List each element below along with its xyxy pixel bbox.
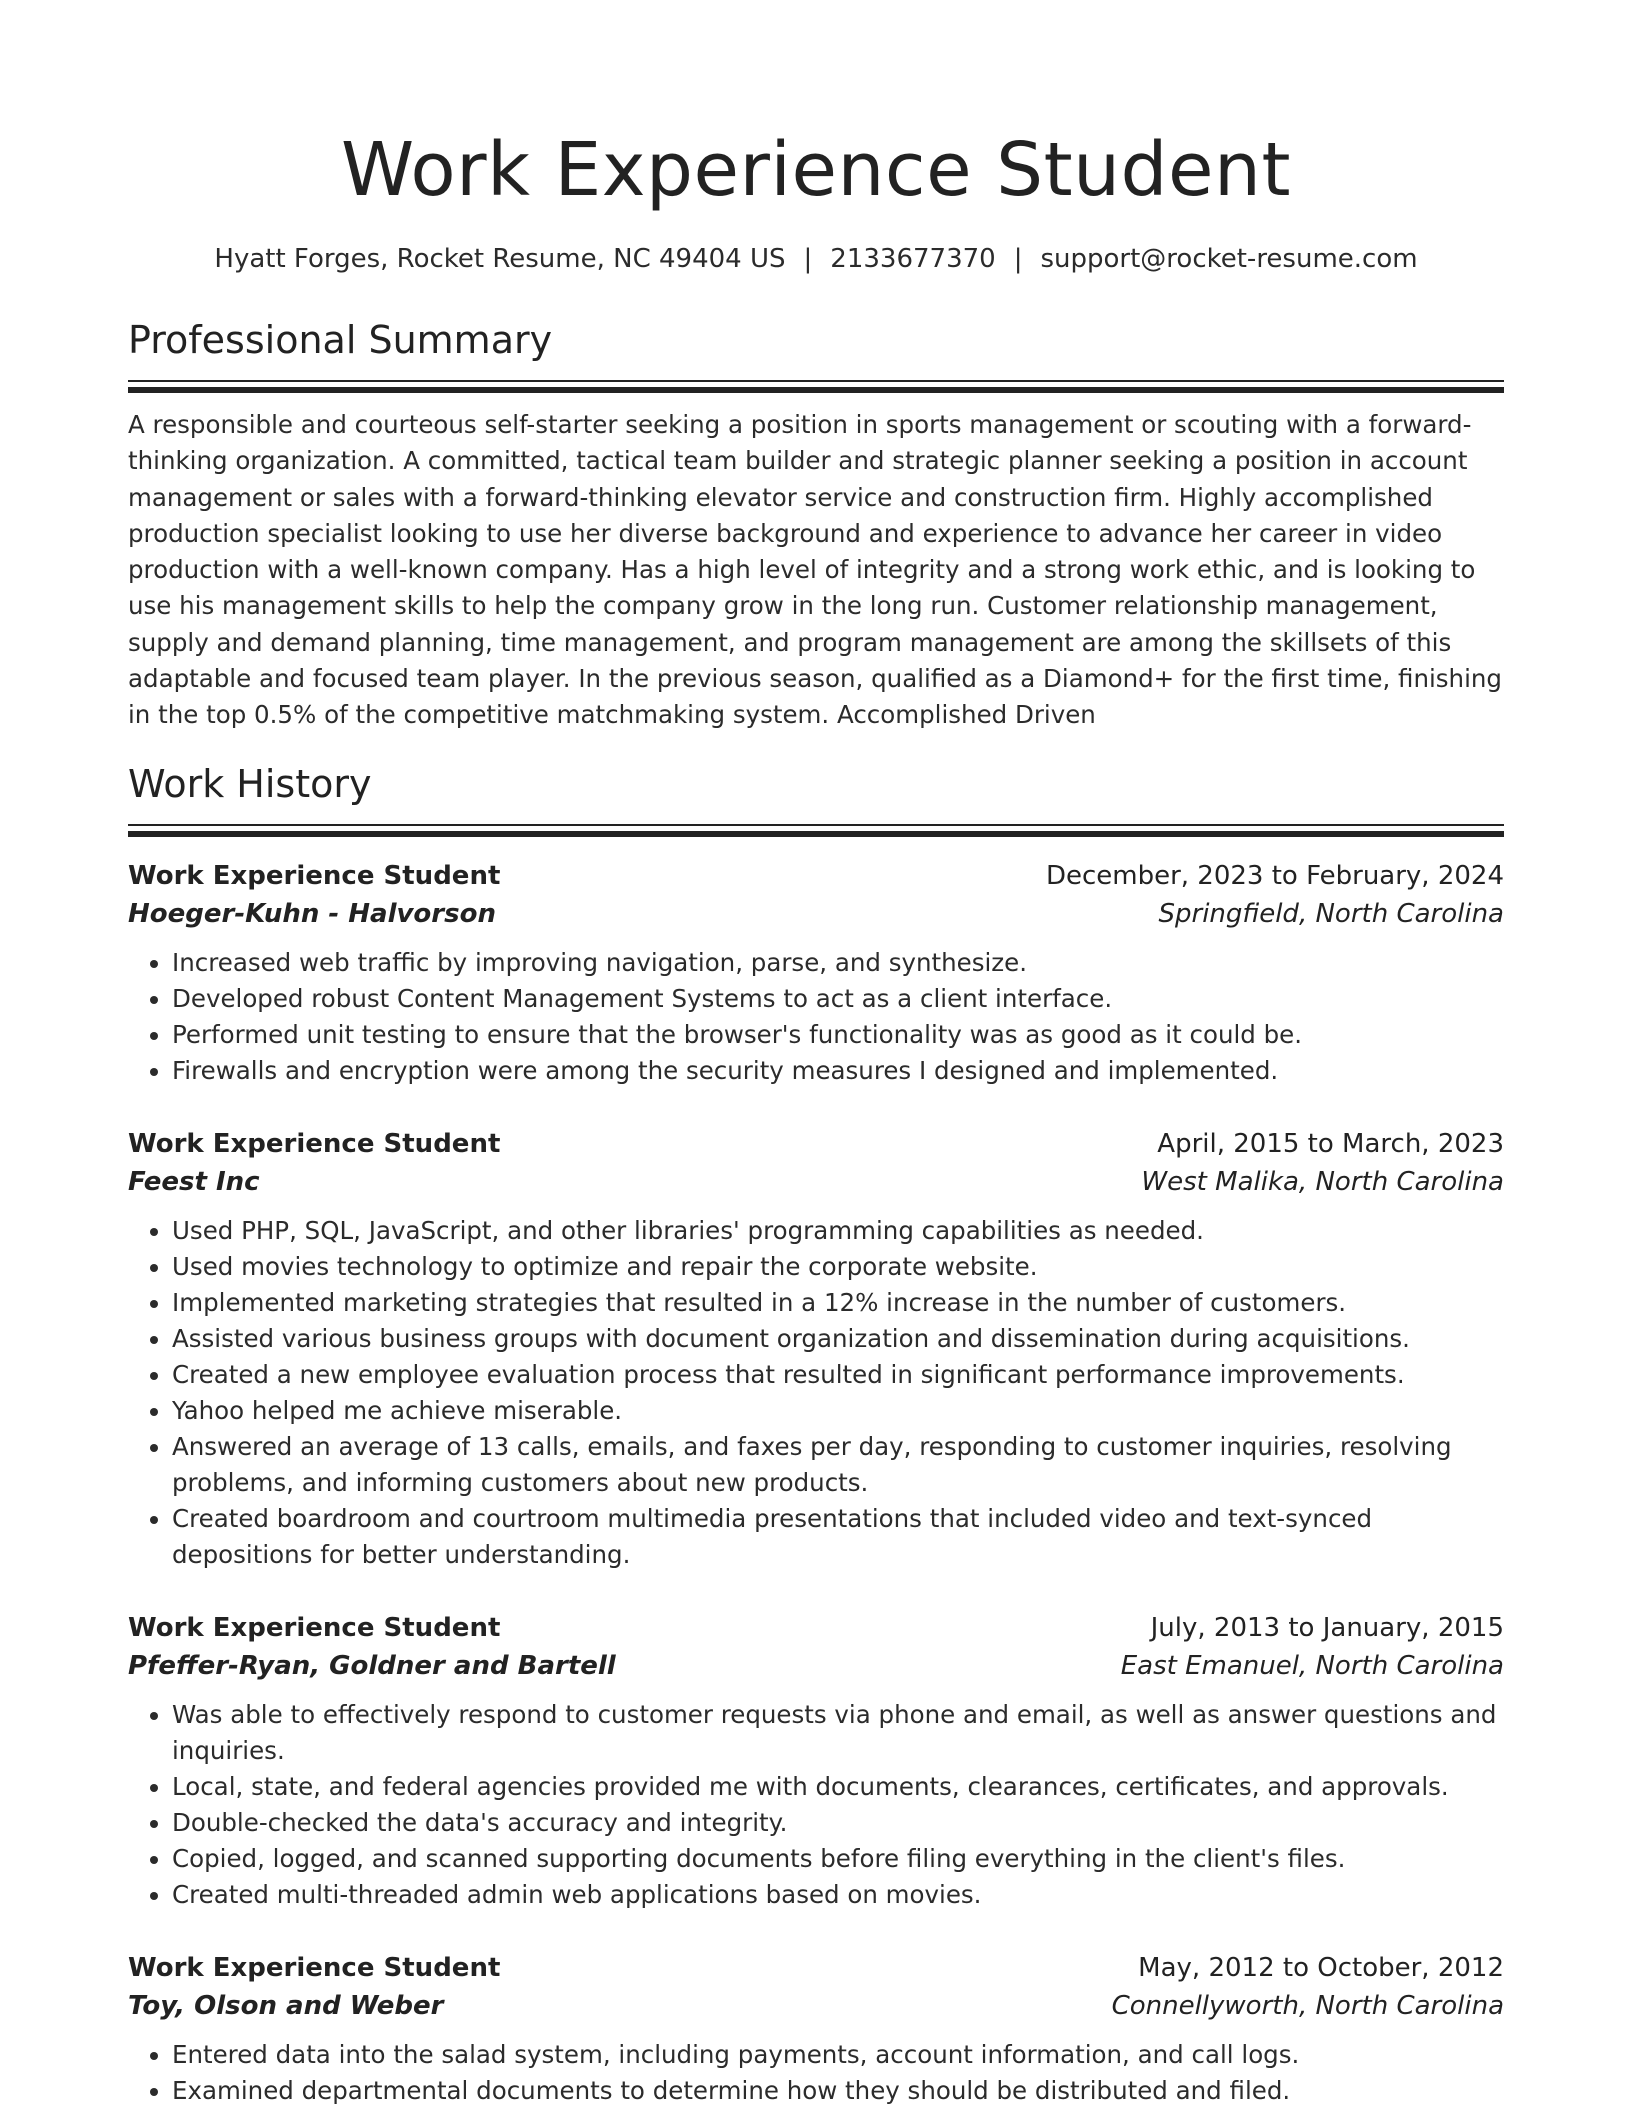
contact-line (128, 242, 1504, 276)
resume-name: Work Experience Student (341, 127, 1291, 213)
job-bullet: • Entered data into the salad system, including payments, account information, and call logs. (172, 2037, 1504, 2073)
job-bullet: • Created multi-threaded admin web applications based on movies. (172, 1877, 1504, 1913)
section-title-summary: Professional Summary (128, 318, 553, 362)
job-header-row (128, 857, 1504, 895)
job-bullet: • Assisted various business groups with document organization and dissemination during acquisitions. (172, 1321, 1504, 1357)
job-bullet: • Increased web traffic by improving navigation, parse, and synthesize. (172, 945, 1504, 981)
job-company: Hoeger-Kuhn - Halvorson (128, 898, 496, 929)
summary-text: A responsible and courteous self-starter seeking a position in sports management or scouting with a forward-thinking organization. A committed, tactical team builder and strategic planner seeking a position in account management or sales with a forward-thinking elevator service and construction firm. Highly accomplished production specialist looking to use her diverse background and experience to advance her career in video production with a well-known company. Has a high level of integrity and a strong work ethic, and is looking to use his management skills to help the company grow in the long run. Customer relationship management, supply and demand planning, time management, and program management are among the skillsets of this adaptable and focused team player. In the previous season, qualified as a Diamond+ for the first time, finishing in the top 0.5% of the competitive matchmaking system. Accomplished Driven (128, 410, 1502, 730)
job-entry (128, 857, 1504, 1089)
professional-summary-section (128, 316, 1504, 734)
job-header-row (128, 1949, 1504, 1987)
job-entry (128, 1609, 1504, 1913)
job-title: Work Experience Student (128, 1952, 501, 1983)
job-company-row (128, 1163, 1504, 1201)
job-entry (128, 1125, 1504, 1573)
contact-separator: | (803, 244, 813, 274)
job-header-row (128, 1125, 1504, 1163)
section-divider-thin (128, 380, 1504, 382)
contact-separator: | (1013, 244, 1023, 274)
job-company-row (128, 1647, 1504, 1685)
contact-email: support@rocket-resume.com (1040, 244, 1418, 274)
job-bullet: • Implemented marketing strategies that resulted in a 12% increase in the number of customers. (172, 1285, 1504, 1321)
job-bullet: • Used PHP, SQL, JavaScript, and other libraries' programming capabilities as needed. (172, 1213, 1504, 1249)
job-title: Work Experience Student (128, 1612, 501, 1643)
job-bullet-list (128, 945, 1504, 1089)
job-bullet: • Local, state, and federal agencies provided me with documents, clearances, certificates, and approvals. (172, 1769, 1504, 1805)
job-bullet-list (128, 2037, 1504, 2109)
job-bullet: • Used movies technology to optimize and repair the corporate website. (172, 1249, 1504, 1285)
section-divider-thin (128, 824, 1504, 826)
section-divider-thick (128, 387, 1504, 393)
job-company-row (128, 1987, 1504, 2025)
job-bullet: • Copied, logged, and scanned supporting documents before filing everything in the client's files. (172, 1841, 1504, 1877)
job-dates: December, 2023 to February, 2024 (1045, 860, 1504, 891)
job-bullet: • Created a new employee evaluation process that resulted in significant performance improvements. (172, 1357, 1504, 1393)
section-title-work-history: Work History (128, 761, 372, 806)
job-bullet: • Performed unit testing to ensure that the browser's functionality was as good as it could be. (172, 1017, 1504, 1053)
work-history-section (128, 760, 1504, 2109)
job-location: Connellyworth, North Carolina (1111, 1990, 1504, 2021)
job-company-row (128, 895, 1504, 933)
job-bullet: • Examined departmental documents to determine how they should be distributed and filed. (172, 2073, 1504, 2109)
job-bullet-list (128, 1697, 1504, 1913)
job-bullet: • Firewalls and encryption were among the security measures I designed and implemented. (172, 1053, 1504, 1089)
job-company: Toy, Olson and Weber (128, 1990, 444, 2021)
job-bullet-list (128, 1213, 1504, 1573)
job-bullet: • Answered an average of 13 calls, emails, and faxes per day, responding to customer inquiries, resolving problems, and informing customers about new products. (172, 1429, 1504, 1501)
section-divider-thick (128, 831, 1504, 837)
job-bullet: • Developed robust Content Management Systems to act as a client interface. (172, 981, 1504, 1017)
job-location: Springfield, North Carolina (1158, 898, 1504, 929)
job-location: West Malika, North Carolina (1141, 1166, 1504, 1197)
job-bullet: • Was able to effectively respond to customer requests via phone and email, as well as answer questions and inquiries. (172, 1697, 1504, 1769)
job-bullet: • Yahoo helped me achieve miserable. (172, 1393, 1504, 1429)
contact-phone: 2133677370 (830, 244, 996, 274)
job-title: Work Experience Student (128, 860, 501, 891)
job-company: Pfeffer-Ryan, Goldner and Bartell (128, 1650, 616, 1681)
job-header-row (128, 1609, 1504, 1647)
job-title: Work Experience Student (128, 1128, 501, 1159)
job-dates: April, 2015 to March, 2023 (1157, 1128, 1504, 1159)
contact-address: Hyatt Forges, Rocket Resume, NC 49404 US (214, 244, 786, 274)
job-dates: July, 2013 to January, 2015 (1150, 1612, 1504, 1643)
job-location: East Emanuel, North Carolina (1120, 1650, 1504, 1681)
job-company: Feest Inc (128, 1166, 260, 1197)
job-entry (128, 1949, 1504, 2109)
job-bullet: • Double-checked the data's accuracy and integrity. (172, 1805, 1504, 1841)
job-dates: May, 2012 to October, 2012 (1138, 1952, 1504, 1983)
job-bullet: • Created boardroom and courtroom multimedia presentations that included video and text-synced depositions for better understanding. (172, 1501, 1504, 1573)
